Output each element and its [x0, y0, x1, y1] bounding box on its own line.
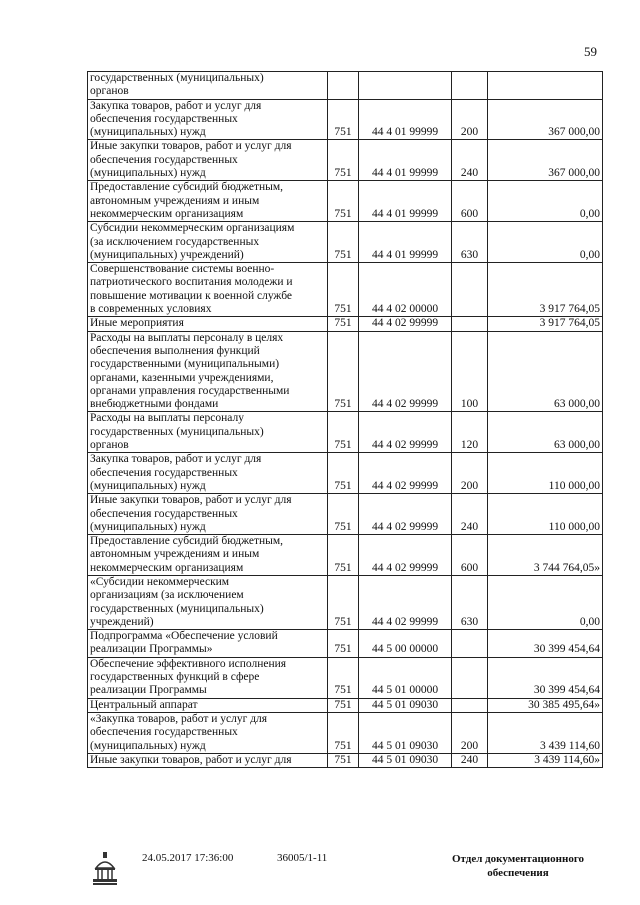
row-name-cell [88, 140, 328, 181]
row-csr-cell-text: 44 4 01 99999 [371, 126, 439, 139]
row-name-cell [88, 698, 328, 712]
budget-table-body [88, 72, 603, 768]
row-csr-cell [359, 753, 452, 767]
row-sum-cell-text: 3 917 764,05 [539, 303, 600, 316]
row-name-cell [88, 753, 328, 767]
budget-table [87, 71, 603, 768]
row-csr-cell [359, 630, 452, 658]
row-ved-cell-text: 751 [334, 684, 352, 697]
row-name-cell-text: Центральный аппарат [90, 698, 198, 711]
row-vr-cell [452, 140, 488, 181]
row-sum-cell [488, 181, 603, 222]
row-ved-cell [328, 575, 359, 629]
row-sum-cell [488, 317, 603, 331]
row-csr-cell-text: 44 4 02 00000 [371, 303, 439, 316]
row-ved-cell [328, 99, 359, 140]
row-ved-cell [328, 698, 359, 712]
table-row [88, 317, 603, 331]
row-vr-cell [452, 753, 488, 767]
row-vr-cell [452, 263, 488, 317]
row-csr-cell [359, 535, 452, 576]
table-row [88, 263, 603, 317]
row-csr-cell [359, 140, 452, 181]
row-vr-cell-text: 240 [460, 167, 479, 180]
row-sum-cell [488, 494, 603, 535]
page-number: 59 [584, 44, 597, 59]
row-csr-cell-text: 44 4 02 99999 [371, 615, 439, 628]
row-name-cell-text: Расходы на выплаты персоналу в целях обеспечения выполнения функций государственными (муниципальными) органами, казенными учреждениями, органами управления государственными внебюджетными фондами [90, 331, 290, 411]
row-vr-cell-text: 200 [460, 479, 479, 492]
row-ved-cell-text: 751 [334, 317, 352, 330]
row-vr-cell-text: 200 [460, 126, 479, 139]
row-vr-cell [452, 712, 488, 753]
row-sum-cell-text: 30 399 454,64 [533, 684, 600, 697]
row-vr-cell [452, 99, 488, 140]
row-vr-cell [452, 72, 488, 100]
row-ved-cell-text: 751 [334, 167, 352, 180]
row-sum-cell [488, 657, 603, 698]
row-csr-cell [359, 575, 452, 629]
row-csr-cell [359, 263, 452, 317]
row-sum-cell-text: 0,00 [579, 615, 600, 628]
row-name-cell-text: Расходы на выплаты персоналу государственных (муниципальных) органов [90, 412, 264, 452]
footer-doc-number: 36005/1-11 [277, 852, 328, 864]
row-csr-cell-text: 44 4 02 99999 [371, 317, 439, 330]
row-sum-cell [488, 712, 603, 753]
row-csr-cell-text: 44 5 01 09030 [371, 698, 439, 711]
row-ved-cell [328, 753, 359, 767]
row-csr-cell [359, 412, 452, 453]
row-ved-cell [328, 181, 359, 222]
row-csr-cell [359, 331, 452, 412]
row-name-cell-text: Иные закупки товаров, работ и услуг для обеспечения государственных (муниципальных) нужд [90, 140, 292, 180]
row-ved-cell [328, 494, 359, 535]
row-csr-cell-text: 44 4 02 99999 [371, 479, 439, 492]
row-name-cell [88, 317, 328, 331]
row-name-cell-text: Подпрограмма «Обеспечение условий реализации Программы» [90, 630, 278, 656]
table-row [88, 453, 603, 494]
row-sum-cell [488, 331, 603, 412]
row-sum-cell [488, 453, 603, 494]
row-name-cell-text: Иные закупки товаров, работ и услуг для [90, 753, 292, 766]
row-ved-cell-text: 751 [334, 303, 352, 316]
row-csr-cell [359, 222, 452, 263]
row-csr-cell [359, 657, 452, 698]
table-row [88, 99, 603, 140]
row-ved-cell [328, 317, 359, 331]
row-name-cell-text: Совершенствование системы военно- патриотического воспитания молодежи и повышение мотивации к военной службе в современных условиях [90, 263, 293, 316]
row-name-cell-text: Предоставление субсидий бюджетным, автономным учреждениям и иным некоммерческим организациям [90, 535, 284, 574]
row-ved-cell-text: 751 [334, 479, 352, 492]
row-csr-cell-text: 44 5 01 09030 [371, 739, 439, 752]
row-vr-cell-text: 100 [460, 398, 479, 411]
table-row [88, 657, 603, 698]
table-row [88, 181, 603, 222]
row-sum-cell [488, 99, 603, 140]
row-vr-cell [452, 317, 488, 331]
row-sum-cell-text: 30 399 454,64 [533, 643, 600, 656]
row-csr-cell-text: 44 4 02 99999 [371, 439, 439, 452]
row-name-cell [88, 535, 328, 576]
row-ved-cell [328, 630, 359, 658]
row-name-cell [88, 181, 328, 222]
row-name-cell [88, 494, 328, 535]
row-name-cell [88, 222, 328, 263]
row-sum-cell-text: 3 439 114,60» [534, 753, 600, 766]
row-sum-cell-text: 0,00 [579, 248, 600, 261]
row-vr-cell-text: 240 [460, 753, 479, 766]
row-sum-cell-text: 63 000,00 [554, 398, 600, 411]
row-vr-cell-text: 200 [460, 739, 479, 752]
row-vr-cell [452, 222, 488, 263]
row-vr-cell [452, 698, 488, 712]
row-name-cell [88, 712, 328, 753]
row-vr-cell-text: 120 [460, 439, 479, 452]
row-name-cell [88, 263, 328, 317]
row-csr-cell [359, 99, 452, 140]
row-sum-cell-text: 367 000,00 [548, 126, 600, 139]
table-row [88, 712, 603, 753]
row-sum-cell [488, 222, 603, 263]
table-row [88, 222, 603, 263]
row-sum-cell-text: 3 439 114,60 [540, 739, 600, 752]
row-csr-cell-text: 44 4 02 99999 [371, 398, 439, 411]
row-sum-cell [488, 575, 603, 629]
table-row [88, 575, 603, 629]
footer-date: 24.05.2017 17:36:00 [142, 852, 234, 864]
row-name-cell-text: Закупка товаров, работ и услуг для обеспечения государственных (муниципальных) нужд [90, 453, 262, 492]
row-csr-cell-text: 44 4 01 99999 [371, 248, 439, 261]
row-name-cell-text: Иные мероприятия [90, 317, 184, 330]
row-csr-cell [359, 453, 452, 494]
row-name-cell [88, 72, 328, 100]
row-csr-cell-text: 44 5 00 00000 [371, 643, 439, 656]
row-ved-cell-text: 751 [334, 207, 352, 220]
row-csr-cell-text: 44 4 01 99999 [371, 167, 439, 180]
row-name-cell [88, 630, 328, 658]
row-sum-cell [488, 140, 603, 181]
row-ved-cell-text: 751 [334, 520, 352, 533]
table-row [88, 412, 603, 453]
row-vr-cell-text: 600 [460, 561, 479, 574]
row-name-cell-text: Иные закупки товаров, работ и услуг для обеспечения государственных (муниципальных) нужд [90, 494, 292, 533]
row-vr-cell [452, 331, 488, 412]
row-ved-cell [328, 535, 359, 576]
row-sum-cell-text: 63 000,00 [554, 439, 600, 452]
row-name-cell [88, 331, 328, 412]
footer-department [438, 852, 598, 880]
row-csr-cell-text: 44 5 01 09030 [371, 753, 439, 766]
row-ved-cell-text: 751 [334, 739, 352, 752]
row-name-cell-text: Обеспечение эффективного исполнения государственных функций в сфере реализации Программы [90, 657, 287, 697]
row-name-cell-text: «Закупка товаров, работ и услуг для обеспечения государственных (муниципальных) нужд [90, 712, 268, 752]
row-vr-cell [452, 575, 488, 629]
row-csr-cell [359, 181, 452, 222]
table-row [88, 698, 603, 712]
row-ved-cell-text: 751 [334, 615, 352, 628]
row-vr-cell [452, 453, 488, 494]
row-vr-cell [452, 535, 488, 576]
row-name-cell [88, 575, 328, 629]
row-ved-cell [328, 263, 359, 317]
row-sum-cell [488, 72, 603, 100]
table-row [88, 753, 603, 767]
row-ved-cell [328, 72, 359, 100]
row-sum-cell [488, 753, 603, 767]
table-row [88, 72, 603, 100]
row-sum-cell [488, 263, 603, 317]
row-sum-cell-text: 3 917 764,05 [539, 317, 600, 330]
table-row [88, 630, 603, 658]
row-vr-cell-text: 240 [460, 520, 479, 533]
row-ved-cell [328, 222, 359, 263]
row-sum-cell-text: 30 385 495,64» [528, 698, 600, 711]
row-csr-cell-text: 44 4 02 99999 [371, 520, 439, 533]
row-ved-cell-text: 751 [334, 398, 352, 411]
row-name-cell-text: Предоставление субсидий бюджетным, автономным учреждениям и иным некоммерческим организациям [90, 181, 284, 220]
row-ved-cell-text: 751 [334, 753, 352, 766]
table-row [88, 535, 603, 576]
row-vr-cell-text: 600 [460, 207, 479, 220]
row-vr-cell [452, 630, 488, 658]
row-name-cell [88, 453, 328, 494]
row-sum-cell [488, 630, 603, 658]
row-vr-cell-text: 630 [460, 615, 479, 628]
footer-dept-line1: Отдел документационного [451, 853, 585, 865]
row-ved-cell-text: 751 [334, 439, 352, 452]
row-vr-cell [452, 657, 488, 698]
row-sum-cell-text: 110 000,00 [548, 479, 600, 492]
row-csr-cell [359, 712, 452, 753]
row-name-cell-text: «Субсидии некоммерческим организациям (за исключением государственных (муниципальных) учреждений) [90, 575, 264, 628]
row-sum-cell-text: 3 744 764,05» [533, 561, 600, 574]
row-ved-cell [328, 453, 359, 494]
row-ved-cell [328, 140, 359, 181]
row-sum-cell-text: 0,00 [579, 207, 600, 220]
row-ved-cell-text: 751 [334, 643, 352, 656]
row-csr-cell-text: 44 4 01 99999 [371, 207, 439, 220]
row-sum-cell-text: 367 000,00 [548, 167, 600, 180]
table-row [88, 331, 603, 412]
row-csr-cell [359, 317, 452, 331]
row-csr-cell [359, 698, 452, 712]
row-sum-cell [488, 412, 603, 453]
row-vr-cell [452, 181, 488, 222]
footer-dept-line2: обеспечения [487, 867, 549, 879]
row-sum-cell [488, 535, 603, 576]
row-ved-cell [328, 712, 359, 753]
row-ved-cell-text: 751 [334, 126, 352, 139]
row-name-cell-text: государственных (муниципальных) органов [90, 72, 264, 98]
row-csr-cell [359, 72, 452, 100]
row-vr-cell [452, 494, 488, 535]
row-ved-cell-text: 751 [334, 248, 352, 261]
row-ved-cell-text: 751 [334, 698, 352, 711]
row-name-cell [88, 412, 328, 453]
row-sum-cell [488, 698, 603, 712]
row-vr-cell [452, 412, 488, 453]
row-name-cell [88, 99, 328, 140]
row-csr-cell-text: 44 4 02 99999 [371, 561, 439, 574]
duma-emblem-icon [92, 852, 118, 886]
row-vr-cell-text: 630 [460, 248, 479, 261]
table-row [88, 494, 603, 535]
row-ved-cell [328, 331, 359, 412]
row-name-cell-text: Субсидии некоммерческим организациям (за исключением государственных (муниципальных) учреждений) [90, 222, 295, 261]
table-row [88, 140, 603, 181]
row-ved-cell [328, 412, 359, 453]
row-name-cell [88, 657, 328, 698]
row-ved-cell-text: 751 [334, 561, 352, 574]
row-csr-cell [359, 494, 452, 535]
row-csr-cell-text: 44 5 01 00000 [371, 684, 439, 697]
row-ved-cell [328, 657, 359, 698]
row-sum-cell-text: 110 000,00 [548, 520, 600, 533]
row-name-cell-text: Закупка товаров, работ и услуг для обеспечения государственных (муниципальных) нужд [90, 99, 262, 139]
